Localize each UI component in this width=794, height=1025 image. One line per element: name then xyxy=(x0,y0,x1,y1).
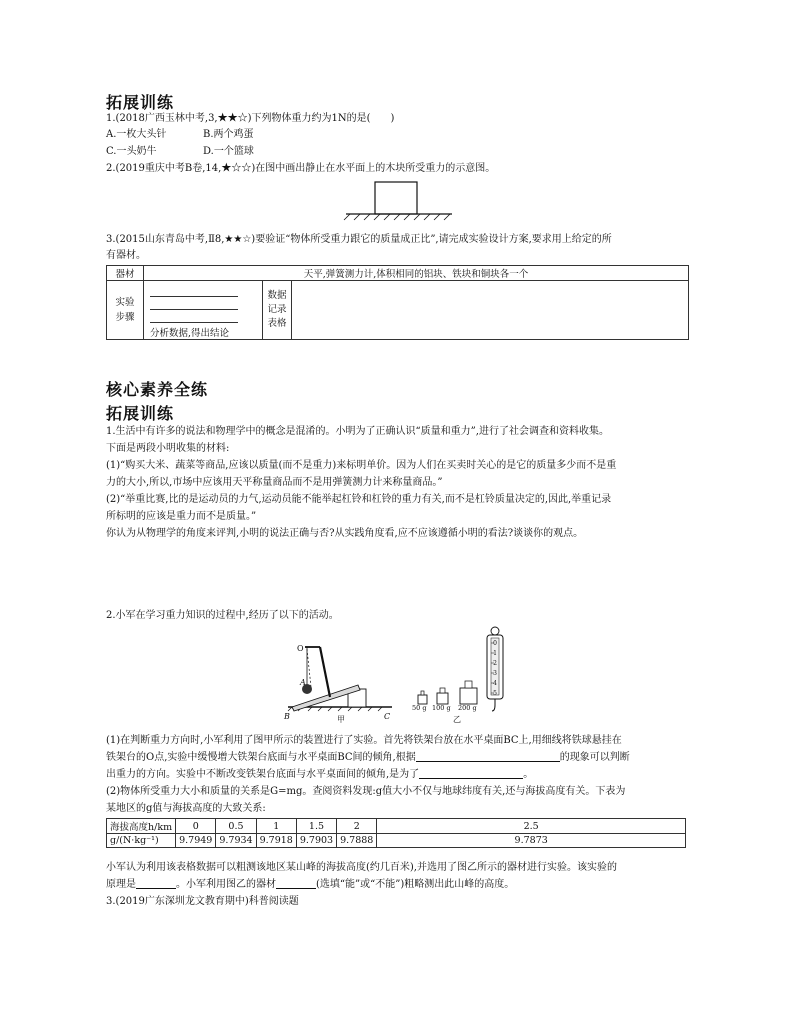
experiment-design-table xyxy=(106,265,689,340)
steps-conclusion: 分析数据,得出结论 xyxy=(150,328,230,339)
label-o: O xyxy=(297,644,304,653)
weight-label-200g: 200 g xyxy=(458,704,477,712)
equipment-list: 天平,弹簧测力计,体积相同的铝块、铁块和铜块各一个 xyxy=(144,266,689,281)
g-cell: 9.7888 xyxy=(337,834,377,848)
p1-line3: 出重力的方向。实验中不断改变铁架台底面与水平桌面间的倾角,是为了 。 xyxy=(106,769,534,780)
label-c: C xyxy=(384,712,391,721)
blank-phenomenon[interactable] xyxy=(416,750,560,762)
caption-yi: 乙 xyxy=(453,715,461,724)
equipment-label: 器材 xyxy=(107,266,144,281)
steps-label: 实验 步骤 xyxy=(107,281,144,340)
altitude-cell: 1.5 xyxy=(296,819,336,834)
blank-principle[interactable] xyxy=(136,877,176,889)
question-3-stem-line1: 3.(2015山东青岛中考,Ⅱ8,★★☆)要验证“物体所受重力跟它的质量成正比”,请完成实验设计方案,要求用上给定的所 xyxy=(106,234,612,245)
section-title: 拓展训练 xyxy=(106,93,175,112)
question-1-stem: 1.(2018广西玉林中考,3,★★☆)下列物体重力约为1N的是( ) xyxy=(106,113,395,124)
altitude-cell: 1 xyxy=(256,819,296,834)
steps-cell xyxy=(144,281,263,340)
g-cell: 9.7873 xyxy=(377,834,686,848)
q1-line2: 下面是两段小明收集的材料: xyxy=(106,443,230,454)
p1-line1: (1)在判断重力方向时,小军利用了图甲所示的装置进行了实验。首先将铁架台放在水平桌面BC上,用细线将铁球悬挂在 xyxy=(106,735,622,746)
g-cell: 9.7918 xyxy=(256,834,296,848)
blank-purpose[interactable] xyxy=(419,767,523,779)
altitude-cell: 2.5 xyxy=(377,819,686,834)
altitude-cell: 0.5 xyxy=(216,819,256,834)
section-title-core: 核心素养全练 xyxy=(106,380,209,399)
question-2-stem: 2.(2019重庆中考B卷,14,★☆☆)在图中画出静止在水平面上的木块所受重力的示意图。 xyxy=(106,163,496,174)
weight-label-100g: 100 g xyxy=(432,704,451,712)
record-table-label: 数据 记录 表格 xyxy=(263,281,292,340)
q1-line1: 1.生活中有许多的说法和物理学中的概念是混淆的。小明为了正确认识“质量和重力”,进行了社会调查和资料收集。 xyxy=(106,426,609,437)
label-b: B xyxy=(284,712,290,721)
block-on-surface-figure xyxy=(340,180,460,220)
option-a: A.一枚大头针 xyxy=(106,129,167,140)
step-blank-1[interactable] xyxy=(150,286,238,297)
q1-line7: 你认为从物理学的角度来评判,小明的说法正确与否?从实践角度看,应不应该遵循小明的看法?谈谈你的观点。 xyxy=(106,528,584,539)
caption-jia: 甲 xyxy=(337,715,345,724)
g-cell: 9.7949 xyxy=(176,834,216,848)
record-table-blank[interactable] xyxy=(292,281,689,340)
q3-stem: 3.(2019广东深圳龙文教育期中)科普阅读题 xyxy=(106,896,299,907)
g-header: g/(N·kg⁻¹) xyxy=(107,834,176,848)
p1-line2: 铁架台的O点,实验中缓慢增大铁架台底面与水平桌面BC间的倾角,根据 的现象可以判断 xyxy=(106,752,630,763)
altitude-header: 海拔高度h/km xyxy=(107,819,176,834)
q1-line5: (2)“举重比赛,比的是运动员的力气,运动员能不能举起杠铃和杠铃的重力有关,而不是杠铃质量决定的,因此,举重记录 xyxy=(106,494,612,505)
blank-can-or-cannot[interactable] xyxy=(276,877,316,889)
p3-line2: 原理是 。小军利用图乙的器材 (选填“能”或“不能”)粗略测出此山峰的高度。 xyxy=(106,879,515,890)
question-3-stem-line2: 有器材。 xyxy=(106,250,146,261)
step-blank-3[interactable] xyxy=(150,312,238,323)
option-b: B.两个鸡蛋 xyxy=(203,129,254,140)
q1-line6: 所标明的应该是重力而不是质量。” xyxy=(106,511,257,522)
label-a: A xyxy=(300,678,306,687)
p3-line1: 小军认为利用该表格数据可以粗测该地区某山峰的海拔高度(约几百米),并选用了图乙所示的器材进行实验。该实验的 xyxy=(106,862,617,873)
scale-marks: 0 1 2 3 4 5 xyxy=(493,640,497,697)
section-subtitle: 拓展训练 xyxy=(106,404,175,423)
option-d: D.一个篮球 xyxy=(203,146,254,157)
g-cell: 9.7934 xyxy=(216,834,256,848)
option-c: C.一头奶牛 xyxy=(106,146,157,157)
g-altitude-table xyxy=(106,818,686,848)
g-cell: 9.7903 xyxy=(296,834,336,848)
p2-line2: 某地区的g值与海拔高度的大致关系: xyxy=(106,803,266,814)
altitude-cell: 2 xyxy=(337,819,377,834)
step-blank-2[interactable] xyxy=(150,299,238,310)
weight-label-50g: 50 g xyxy=(412,704,427,712)
q1-line4: 力的大小,所以,市场中应该用天平称量商品而不是用弹簧测力计来称量商品。” xyxy=(106,477,443,488)
altitude-cell: 0 xyxy=(176,819,216,834)
p2-line1: (2)物体所受重力大小和质量的关系是G=mg。查阅资料发现:g值大小不仅与地球纬度有关,还与海拔高度有关。下表为 xyxy=(106,786,626,797)
q2-stem: 2.小军在学习重力知识的过程中,经历了以下的活动。 xyxy=(106,610,339,621)
q1-line3: (1)“购买大米、蔬菜等商品,应该以质量(而不是重力)来标明单价。因为人们在买卖时关心的是它的质量多少而不是重 xyxy=(106,460,617,471)
